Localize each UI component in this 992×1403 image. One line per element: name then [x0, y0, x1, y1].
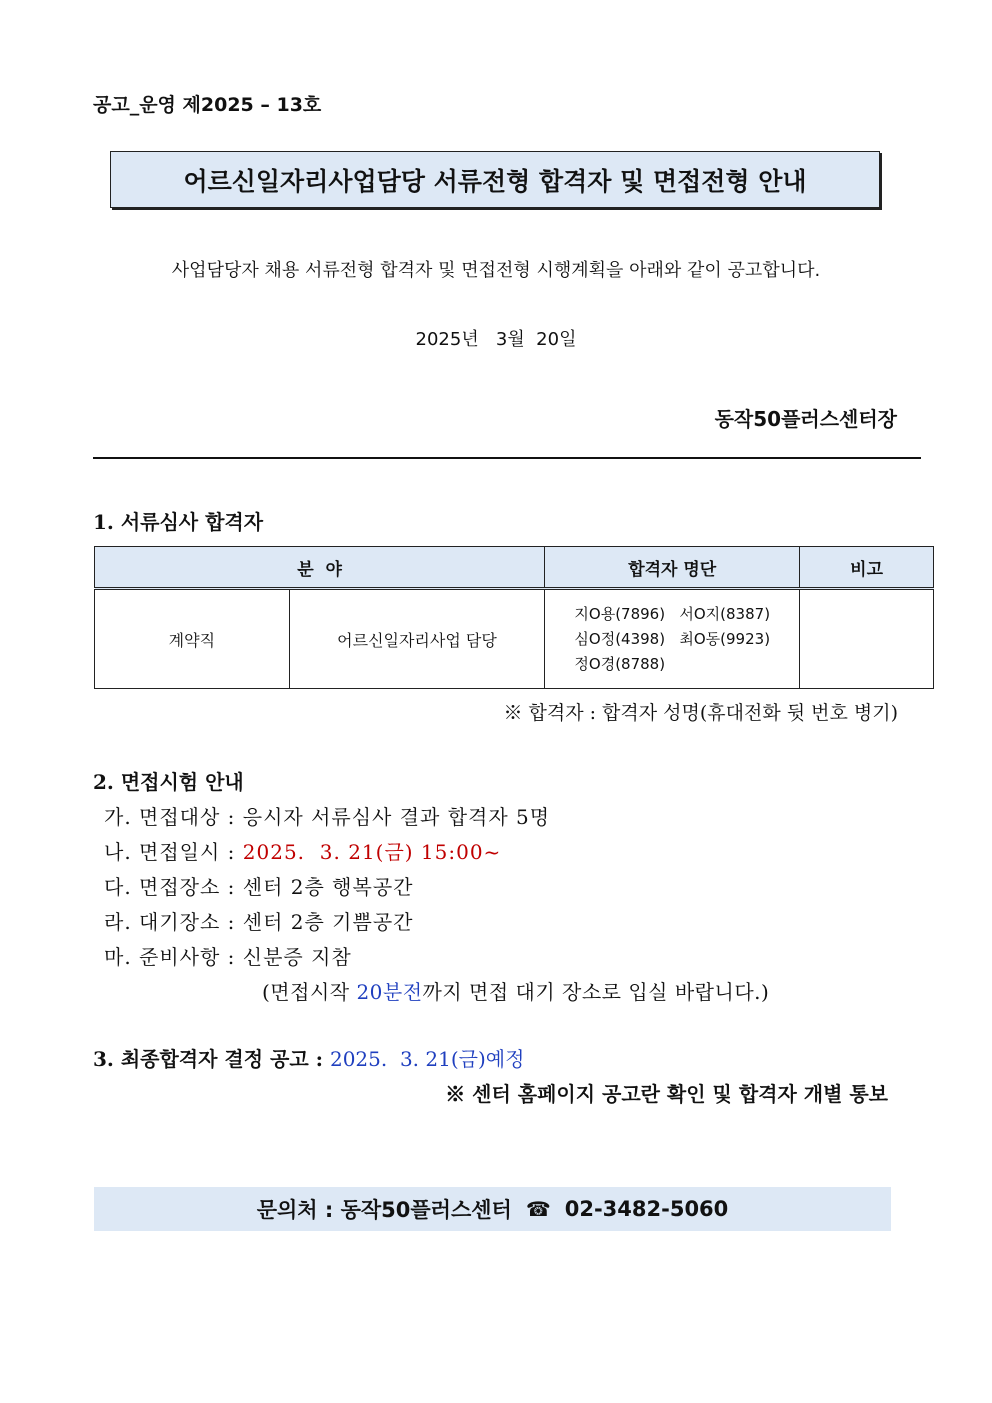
issuer: 동작50플러스센터장: [714, 407, 897, 431]
intro-text: 사업담당자 채용 서류전형 합격자 및 면접전형 시행계획을 아래와 같이 공고합니다.: [171, 260, 821, 281]
item-label: 마. 준비사항 :: [104, 945, 243, 969]
interview-place: [104, 871, 413, 900]
divider: [93, 457, 921, 459]
name-line: 지O용(7896) 서O지(8387): [574, 604, 771, 623]
passer-note: ※ 합격자 : 합격자 성명(휴대전화 뒷 번호 병기): [503, 702, 898, 724]
name-line: 심O정(4398) 최O동(9923): [574, 629, 771, 648]
header-remark: 비고: [800, 547, 934, 589]
item-label: 나. 면접일시 :: [104, 840, 243, 864]
item-value: 응시자 서류심사 결과 합격자 5명: [242, 805, 551, 829]
note-text: (면접시작: [262, 980, 357, 1004]
cell-names: [545, 589, 800, 689]
table-row: [95, 589, 934, 689]
page-title: 어르신일자리사업담당 서류전형 합격자 및 면접전형 안내: [110, 151, 880, 208]
item-value: 센터 2층 행복공간: [242, 875, 414, 899]
item-label: 다. 면접장소 :: [104, 875, 243, 899]
header-field: 분 야: [95, 547, 545, 589]
contact-bar: [94, 1187, 891, 1231]
interview-datetime: [104, 836, 501, 865]
section-2-heading: 2. 면접시험 안내: [93, 770, 244, 794]
item-value: 신분증 지참: [242, 945, 352, 969]
section-3-value: 2025. 3. 21(금)예정: [329, 1047, 525, 1071]
header-passers: 합격자 명단: [545, 547, 800, 589]
item-value: 2025. 3. 21(금) 15:00~: [242, 840, 502, 864]
arrival-note: [262, 976, 769, 1005]
interview-target: [104, 801, 550, 830]
contact-label: 문의처 : 동작50플러스센터: [256, 1198, 512, 1222]
document-number: 공고_운영 제2025 – 13호: [93, 94, 322, 116]
waiting-place: [104, 906, 413, 935]
item-label: 가. 면접대상 :: [104, 805, 243, 829]
phone-icon: ☎: [525, 1197, 551, 1221]
item-value: 센터 2층 기쁨공간: [242, 910, 414, 934]
section-3-label: 3. 최종합격자 결정 공고 :: [93, 1047, 330, 1071]
cell-type: 계약직: [95, 589, 290, 689]
passer-table: [94, 546, 934, 689]
table-header-row: [95, 547, 934, 589]
preparation: [104, 941, 352, 970]
section-3: [93, 1043, 524, 1072]
cell-remark: [800, 589, 934, 689]
section-1-heading: 1. 서류심사 합격자: [93, 510, 264, 534]
announcement-date: 2025년 3월 20일: [415, 329, 577, 350]
cell-field: 어르신일자리사업 담당: [289, 589, 545, 689]
note-highlight: 20분전: [356, 980, 423, 1004]
item-label: 라. 대기장소 :: [104, 910, 243, 934]
name-line: 정O경(8788): [574, 654, 666, 673]
contact-phone: 02-3482-5060: [564, 1197, 729, 1221]
final-notice-note: ※ 센터 홈페이지 공고란 확인 및 합격자 개별 통보: [445, 1082, 888, 1106]
note-text: 까지 면접 대기 장소로 입실 바랍니다.): [422, 980, 770, 1004]
